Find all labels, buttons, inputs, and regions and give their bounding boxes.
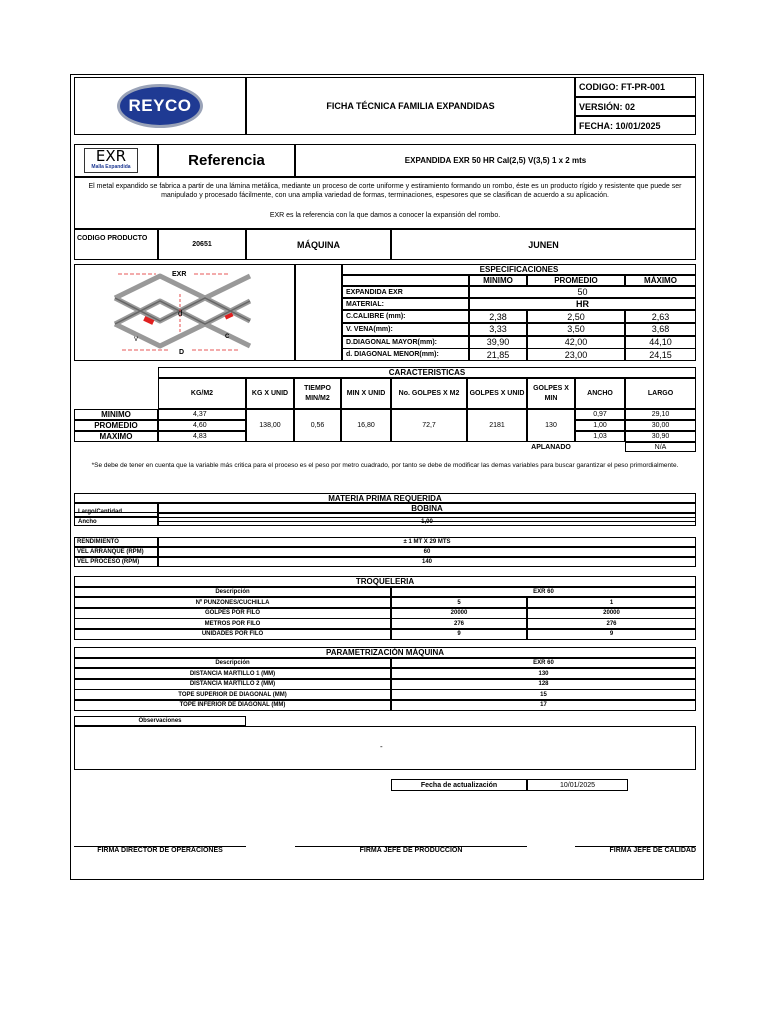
spec-header-minimo: MINIMO	[469, 275, 527, 286]
golpes-m2-value: 72,7	[391, 409, 467, 442]
kg-x-unid-value: 138,00	[246, 409, 294, 442]
firma-director-operaciones: FIRMA DIRECTOR DE OPERACIONES	[97, 847, 223, 854]
parametrizacion-row-label: TOPE SUPERIOR DE DIAGONAL (MM)	[74, 689, 391, 700]
version-field: VERSIÓN: 02	[575, 97, 696, 116]
spec-blank-head	[342, 275, 469, 286]
troqueleria-row-label: GOLPES POR FILO	[74, 608, 391, 619]
diagram-label-v: V	[134, 337, 139, 343]
troqueleria-title: TROQUELERIA	[74, 576, 696, 587]
spec-row-min: 3,33	[469, 323, 527, 336]
parametrizacion-col-exr60: EXR 60	[391, 658, 696, 668]
ancho-value: 0,97	[575, 409, 625, 420]
codigo-field: CODIGO: FT-PR-001	[575, 77, 696, 97]
tiempo-value: 0,56	[294, 409, 341, 442]
critical-variable-note: *Se debe de tener en cuenta que la variable más critica para el proceso es el peso por metro cuadrado, por tanto se debe de modificar las demas variables para buscar garantizar el peso primordialmente.	[91, 462, 679, 469]
parametrizacion-row-value: 130	[391, 668, 696, 679]
fecha-field: FECHA: 10/01/2025	[575, 116, 696, 135]
rendimiento-row-value: ± 1 MT X 29 MTS	[158, 537, 696, 547]
maquina-label: MÁQUINA	[246, 229, 391, 260]
spec-row-max: 24,15	[625, 348, 696, 361]
exr-logo	[84, 148, 138, 173]
caracteristicas-header-3: MIN X UNID	[341, 378, 391, 409]
spec-row-prom: 23,00	[527, 348, 625, 361]
codigo-producto-value: 20651	[158, 229, 246, 260]
observaciones-label: Observaciones	[74, 716, 246, 726]
caracteristicas-row-label: MINIMO	[74, 409, 158, 420]
diagram-label-c: C	[225, 334, 230, 340]
caracteristicas-title: CARACTERISTICAS	[158, 367, 696, 378]
caracteristicas-header-0: KG/M2	[158, 378, 246, 409]
rendimiento-row-label: VEL ARRANQUE (RPM)	[74, 547, 158, 557]
maquina-value: JUNEN	[391, 229, 696, 260]
observaciones-text: -	[380, 742, 383, 751]
kg-m2-value: 4,37	[158, 409, 246, 420]
troqueleria-row-label: UNIDADES POR FILO	[74, 629, 391, 640]
spec-header-maximo: MÁXIMO	[625, 275, 696, 286]
parametrizacion-row-label: DISTANCIA MARTILLO 2 (MM)	[74, 679, 391, 690]
spec-row-label: C.CALIBRE (mm):	[342, 310, 469, 323]
largo-value: 30,90	[625, 431, 696, 442]
troqueleria-row-b: 20000	[527, 608, 696, 619]
ancho-value: 1,00	[158, 517, 696, 526]
spec-row-prom: 2,50	[527, 310, 625, 323]
largo-cantidad-label: Largo/Cantidad	[74, 508, 158, 517]
spec-row-min: 21,85	[469, 348, 527, 361]
spec-blank-col	[295, 264, 342, 361]
troqueleria-row-a: 276	[391, 618, 527, 629]
troqueleria-row-a: 20000	[391, 608, 527, 619]
ancho-value: 1,00	[575, 420, 625, 431]
troqueleria-col-exr60: EXR 60	[391, 587, 696, 597]
spec-row-max: 2,63	[625, 310, 696, 323]
troqueleria-row-a: 9	[391, 629, 527, 640]
aplanado-label: APLANADO	[531, 443, 571, 451]
bobina-label: BOBINA	[158, 503, 696, 513]
fecha-actualizacion-value: 10/01/2025	[527, 779, 628, 791]
parametrizacion-row-label: DISTANCIA MARTILLO 1 (MM)	[74, 668, 391, 679]
spec-expandida-value: 50	[469, 286, 696, 298]
spec-row-max: 44,10	[625, 336, 696, 349]
spec-row-label: d. DIAGONAL MENOR(mm):	[342, 348, 469, 361]
spec-row-prom: 42,00	[527, 336, 625, 349]
codigo-producto-label: CODIGO PRODUCTO	[74, 229, 158, 260]
aplanado-value: N/A	[625, 442, 696, 452]
logo-text: REYCO	[128, 96, 192, 115]
diagram-label-d-large: D	[179, 349, 185, 356]
materia-prima-title: MATERIA PRIMA REQUERIDA	[74, 493, 696, 503]
parametrizacion-row-value: 15	[391, 689, 696, 700]
especificaciones-title: ESPECIFICACIONES	[342, 264, 696, 275]
referencia-label: Referencia	[158, 144, 295, 177]
largo-value: 30,00	[625, 420, 696, 431]
parametrizacion-col-descripcion: Descripción	[74, 658, 391, 668]
golpes-unid-value: 2181	[467, 409, 527, 442]
ancho-label: Ancho	[74, 517, 158, 526]
troqueleria-row-b: 9	[527, 629, 696, 640]
rendimiento-row-value: 60	[158, 547, 696, 557]
caracteristicas-row-label: MAXIMO	[74, 431, 158, 442]
caracteristicas-header-1: KG X UNID	[246, 378, 294, 409]
largo-value: 29,10	[625, 409, 696, 420]
golpes-min-value: 130	[527, 409, 575, 442]
firma-jefe-calidad: FIRMA JEFE DE CALIDAD	[609, 847, 696, 854]
troqueleria-row-b: 1	[527, 597, 696, 608]
rendimiento-row-value: 140	[158, 557, 696, 567]
description-exr-note: EXR es la referencia con la que damos a conocer la expansión del rombo.	[269, 212, 501, 219]
exr-logo-subtitle: Malla Expandida	[91, 164, 131, 170]
ancho-value: 1,03	[575, 431, 625, 442]
expanded-metal-diagram	[100, 266, 270, 358]
document-title: FICHA TÉCNICA FAMILIA EXPANDIDAS	[246, 77, 575, 135]
exr-logo-text: EXR	[95, 147, 127, 165]
parametrizacion-title: PARAMETRIZACIÓN MÁQUINA	[74, 647, 696, 658]
parametrizacion-row-value: 128	[391, 679, 696, 690]
diagram-label-exr: EXR	[172, 271, 187, 278]
troqueleria-row-a: 5	[391, 597, 527, 608]
spec-row-min: 39,90	[469, 336, 527, 349]
spec-material-label: MATERIAL:	[342, 298, 469, 310]
caracteristicas-row-label: PROMEDIO	[74, 420, 158, 431]
rendimiento-row-label: RENDIMIENTO	[74, 537, 158, 547]
rendimiento-row-label: VEL PROCESO (RPM)	[74, 557, 158, 567]
caracteristicas-header-5: GOLPES X UNID	[467, 378, 527, 409]
spec-header-promedio: PROMEDIO	[527, 275, 625, 286]
firma-jefe-produccion: FIRMA JEFE DE PRODUCCION	[359, 847, 463, 854]
fecha-actualizacion-label: Fecha de actualización	[391, 779, 527, 791]
kg-m2-value: 4,60	[158, 420, 246, 431]
troqueleria-row-label: Nº PUNZONES/CUCHILLA	[74, 597, 391, 608]
spec-row-label: D.DIAGONAL MAYOR(mm):	[342, 336, 469, 349]
min-x-unid-value: 16,80	[341, 409, 391, 442]
parametrizacion-row-value: 17	[391, 700, 696, 711]
spec-row-min: 2,38	[469, 310, 527, 323]
spec-material-value: HR	[469, 298, 696, 310]
caracteristicas-header-4: No. GOLPES X M2	[391, 378, 467, 409]
referencia-value: EXPANDIDA EXR 50 HR Cal(2,5) V(3,5) 1 x 2 mts	[295, 144, 696, 177]
caracteristicas-header-2: TIEMPO MIN/M2	[294, 378, 341, 409]
troqueleria-col-descripcion: Descripción	[74, 587, 391, 597]
kg-m2-value: 4,83	[158, 431, 246, 442]
caracteristicas-header-8: LARGO	[625, 378, 696, 409]
reyco-logo	[117, 84, 203, 128]
parametrizacion-row-label: TOPE INFERIOR DE DIAGONAL (MM)	[74, 700, 391, 711]
caracteristicas-header-7: ANCHO	[575, 378, 625, 409]
spec-row-max: 3,68	[625, 323, 696, 336]
spec-row-prom: 3,50	[527, 323, 625, 336]
spec-row-label: V. VENA(mm):	[342, 323, 469, 336]
description-paragraph: El metal expandido se fabrica a partir de una lámina metálica, mediante un proceso de corte uniforme y estiramiento formando un rombo, éste es un producto rígido y resistente que puede ser manipulado y procesado fácilmente, con una amplia variedad de formas, terminaciones, espesores que se clasifican de acuerdo a su aplicación.	[88, 183, 682, 199]
caracteristicas-header-6: GOLPES X MIN	[527, 378, 575, 409]
diagram-label-d-small: d	[178, 309, 183, 318]
troqueleria-row-b: 276	[527, 618, 696, 629]
spec-expandida-label: EXPANDIDA EXR	[342, 286, 469, 298]
troqueleria-row-label: METROS POR FILO	[74, 618, 391, 629]
observaciones-box	[74, 726, 696, 770]
